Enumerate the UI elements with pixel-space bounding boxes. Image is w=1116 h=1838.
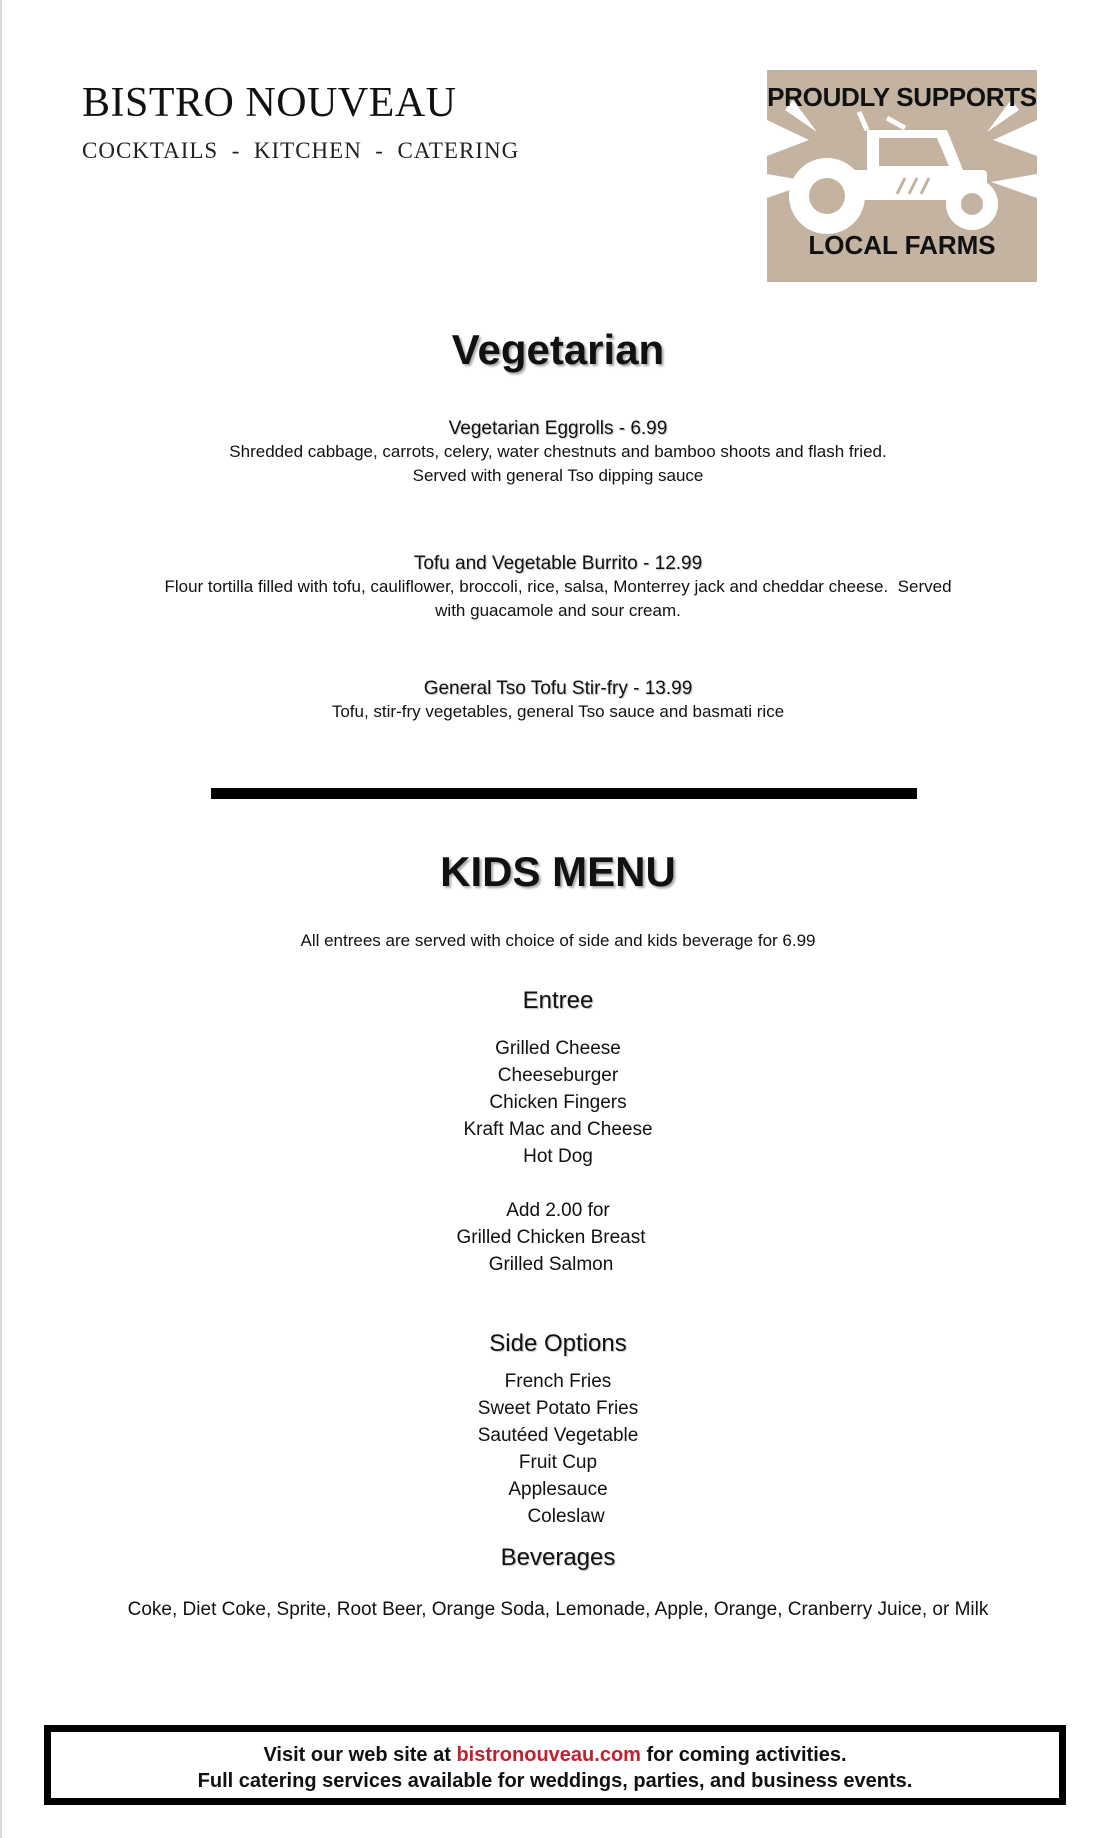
entree-list	[0, 1035, 1116, 1170]
list-item: Hot Dog	[523, 1146, 593, 1167]
addon-heading: Add 2.00 for	[506, 1200, 610, 1221]
list-item: Fruit Cup	[518, 1452, 598, 1473]
list-item: French Fries	[504, 1371, 612, 1392]
kids-menu-intro: All entrees are served with choice of side and kids beverage for 6.99	[300, 931, 816, 950]
menu-item-description: Flour tortilla filled with tofu, cauliflower, broccoli, rice, salsa, Monterrey jack and cheddar cheese. Served	[164, 577, 952, 596]
list-item: Kraft Mac and Cheese	[463, 1119, 653, 1140]
section-divider	[211, 788, 917, 799]
list-item: Grilled Chicken Breast	[456, 1227, 646, 1248]
kids-menu-title: KIDS MENU	[440, 848, 676, 895]
website-link[interactable]: bistronouveau.com	[456, 1744, 641, 1766]
sides-list	[0, 1368, 1116, 1530]
menu-item-name: Vegetarian Eggrolls - 6.99	[448, 418, 668, 439]
list-item: Grilled Salmon	[488, 1254, 614, 1275]
restaurant-tagline: COCKTAILS - KITCHEN - CATERING	[82, 138, 520, 163]
list-item: Sweet Potato Fries	[477, 1398, 639, 1419]
menu-item-burrito	[0, 553, 1116, 623]
footer-line-2: Full catering services available for weddings, parties, and business events.	[197, 1770, 913, 1792]
menu-item-description: with guacamole and sour cream.	[435, 601, 681, 620]
footer-text: Visit our web site at	[263, 1744, 457, 1766]
addon-list	[0, 1197, 1116, 1278]
badge-top-text: PROUDLY SUPPORTS	[767, 82, 1037, 112]
beverages-list: Coke, Diet Coke, Sprite, Root Beer, Orange Soda, Lemonade, Apple, Orange, Cranberry Juice, or Milk	[127, 1599, 989, 1620]
vegetarian-title: Vegetarian	[451, 326, 665, 373]
brand-header	[82, 82, 519, 164]
list-item: Grilled Cheese	[495, 1038, 621, 1059]
list-item: Coleslaw	[527, 1506, 605, 1527]
restaurant-name: BISTRO NOUVEAU	[82, 80, 457, 126]
menu-item-description: Shredded cabbage, carrots, celery, water chestnuts and bamboo shoots and flash fried.	[229, 442, 887, 461]
entree-heading: Entree	[522, 987, 594, 1014]
list-item: Chicken Fingers	[489, 1092, 627, 1113]
footer-text: for coming activities.	[640, 1744, 847, 1766]
menu-item-stirfry	[0, 678, 1116, 724]
menu-item-eggrolls	[0, 418, 1116, 488]
footer-box	[44, 1725, 1066, 1805]
menu-item-description: Served with general Tso dipping sauce	[412, 466, 704, 485]
sides-heading: Side Options	[489, 1330, 627, 1357]
badge-bottom-text: LOCAL FARMS	[808, 230, 996, 260]
list-item: Sautéed Vegetable	[477, 1425, 639, 1446]
menu-item-name: General Tso Tofu Stir-fry - 13.99	[423, 678, 693, 699]
menu-item-name: Tofu and Vegetable Burrito - 12.99	[413, 553, 703, 574]
list-item: Applesauce	[508, 1479, 608, 1500]
footer-line-1	[51, 1742, 1059, 1768]
local-farms-badge	[767, 70, 1037, 282]
beverages-heading: Beverages	[500, 1544, 616, 1571]
list-item: Cheeseburger	[497, 1065, 619, 1086]
menu-item-description: Tofu, stir-fry vegetables, general Tso sauce and basmati rice	[331, 702, 785, 721]
